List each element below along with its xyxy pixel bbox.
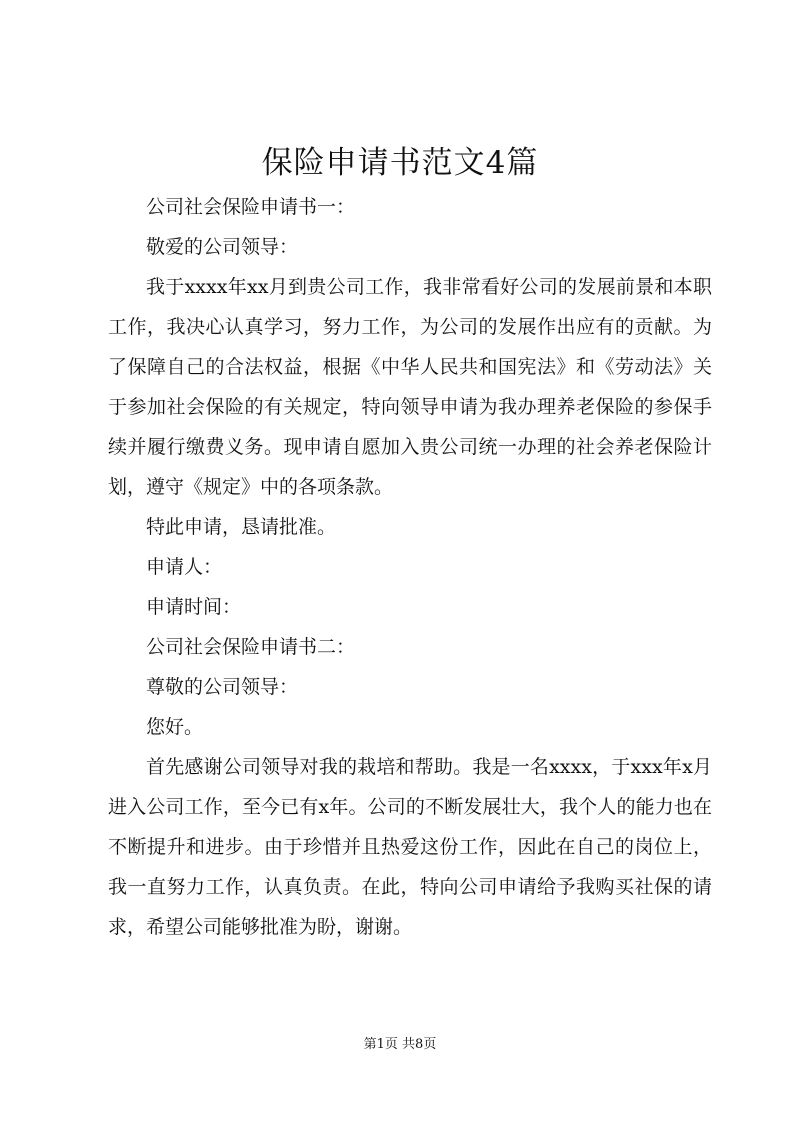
greeting-line: 您好。 xyxy=(146,716,204,738)
document-title: 保险申请书范文4篇 xyxy=(261,145,539,181)
closing-line-1: 特此申请，恳请批准。 xyxy=(146,516,337,538)
section-heading-2: 公司社会保险申请书二： xyxy=(146,636,356,658)
application-date-line: 申请时间： xyxy=(146,596,242,618)
section-heading-1: 公司社会保险申请书一： xyxy=(146,196,356,218)
applicant-line: 申请人： xyxy=(146,556,223,578)
salutation-1: 敬爱的公司领导： xyxy=(146,236,299,258)
body-paragraph-1: 我于xxxx年xx月到贵公司工作，我非常看好公司的发展前景和本职工作，我决心认真学习，努力工作，为公司的发展作出应有的贡献。为了保障自己的合法权益，根据《中华人民共和国宪法》和《劳动法》关于参加社会保险的有关规定，特向领导申请为我办理养老保险的参保手续并履行缴费义务。现申请自愿加入贵公司统一办理的社会养老保险计划，遵守《规定》中的各项条款。 xyxy=(108,276,712,498)
page-footer: 第1页 共8页 xyxy=(363,1037,437,1052)
salutation-2: 尊敬的公司领导： xyxy=(146,676,299,698)
body-paragraph-2: 首先感谢公司领导对我的栽培和帮助。我是一名xxxx，于xxx年x月进入公司工作，至今已有x年。公司的不断发展壮大，我个人的能力也在不断提升和进步。由于珍惜并且热爱这份工作，因此在自己的岗位上，我一直努力工作，认真负责。在此，特向公司申请给予我购买社保的请求，希望公司能够批准为盼，谢谢。 xyxy=(108,756,712,938)
document-body xyxy=(108,187,712,947)
